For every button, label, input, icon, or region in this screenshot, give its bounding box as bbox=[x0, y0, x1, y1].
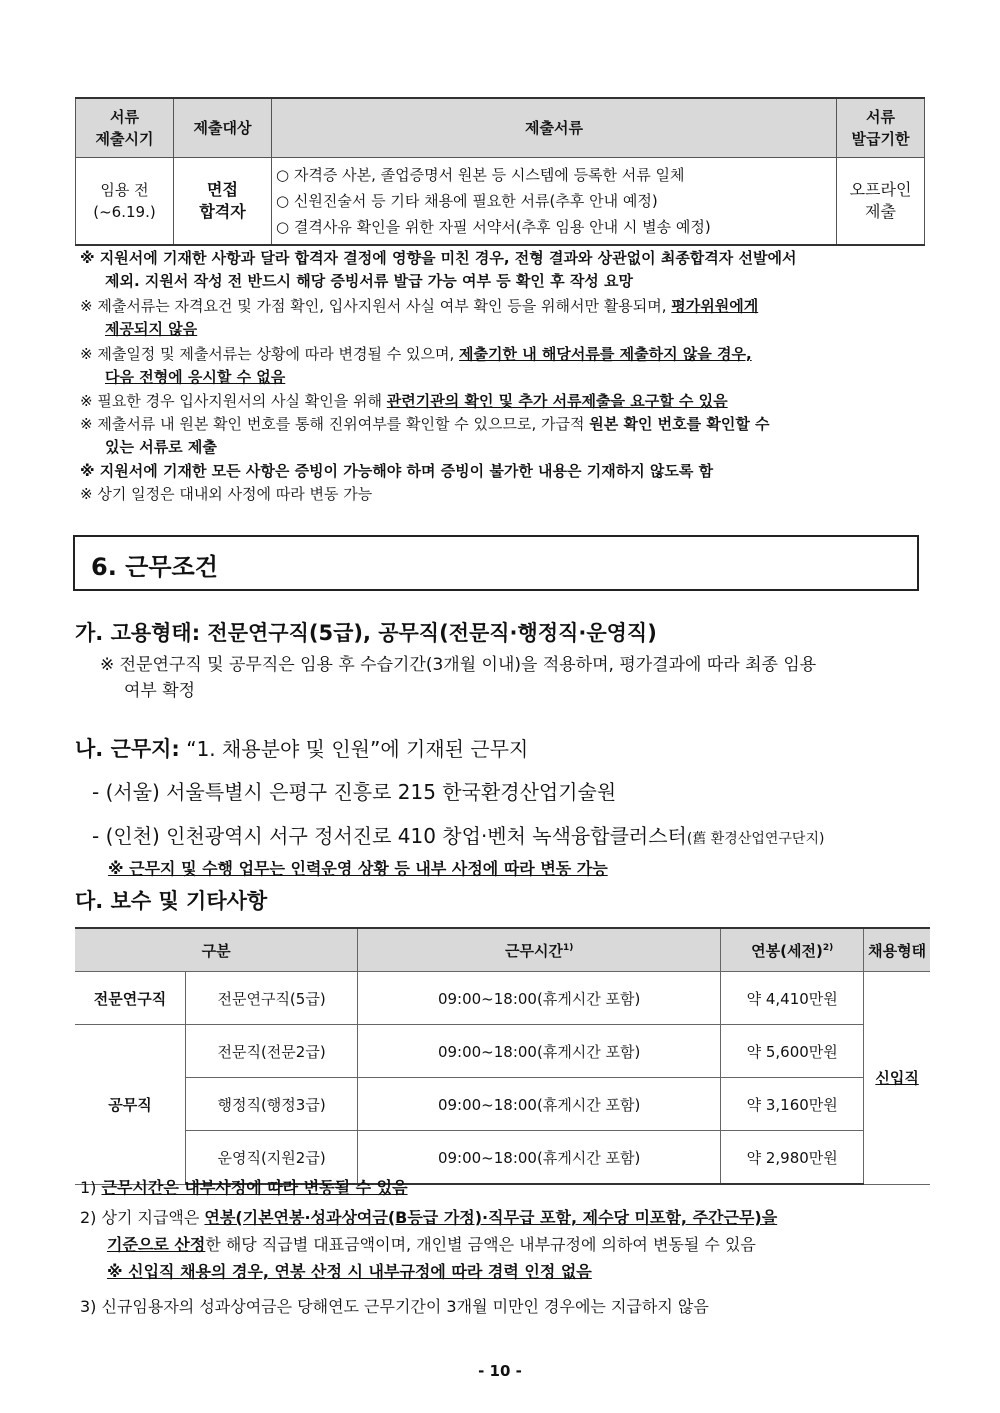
section-title: 6. 근무조건 bbox=[91, 553, 218, 581]
cell-hours: 09:00~18:00(휴게시간 포함) bbox=[358, 972, 721, 1025]
cell-target: 면접 합격자 bbox=[174, 158, 272, 246]
cell-salary: 약 5,600만원 bbox=[721, 1025, 864, 1078]
header-timing: 서류 제출시기 bbox=[76, 98, 174, 158]
footnote-2-note: ※ 신입직 채용의 경우, 연봉 산정 시 내부규정에 따라 경력 인정 없음 bbox=[107, 1262, 592, 1281]
cell-hours: 09:00~18:00(휴게시간 포함) bbox=[358, 1025, 721, 1078]
header-hours-text: 근무시간 bbox=[504, 941, 563, 960]
na-note: ※ 근무지 및 수행 업무는 인력운영 상황 등 내부 사정에 따라 변동 가능 bbox=[108, 859, 608, 878]
header-hours-sup: 1) bbox=[562, 942, 574, 953]
ga-title: 가. 고용형태: 전문연구직(5급), 공무직(전문직·행정직·운영직) bbox=[75, 621, 657, 645]
header-salary-sup: 2) bbox=[822, 942, 834, 953]
cell-employ-type: 신입직 bbox=[864, 972, 930, 1185]
note-3-emph: 제출기한 내 해당서류를 제출하지 않을 경우, bbox=[459, 345, 752, 363]
table-row bbox=[75, 1078, 930, 1131]
note-5-line-b: 있는 서류로 제출 bbox=[105, 438, 217, 456]
note-1-line-a: ※ 지원서에 기재한 사항과 달라 합격자 결정에 영향을 미친 경우, 전형 결과와 상관없이 최종합격자 선발에서 bbox=[80, 249, 797, 267]
footnote-2-text-b: 한 해당 직급별 대표금액이며, 개인별 금액은 내부규정에 의하여 변동될 수 있음 bbox=[205, 1235, 756, 1254]
ga-note-line-b: 여부 확정 bbox=[124, 681, 196, 701]
header-category: 구분 bbox=[75, 928, 358, 972]
cell-hours: 09:00~18:00(휴게시간 포함) bbox=[358, 1131, 721, 1185]
footnote-2-emph: 연봉(기본연봉·성과상여금(B등급 가정)·직무급 포함, 제수당 미포함, 주간근무)을 bbox=[204, 1208, 778, 1227]
na-seoul: - (서울) 서울특별시 은평구 진흥로 215 한국환경산업기술원 bbox=[92, 780, 617, 804]
cell-position: 행정직(행정3급) bbox=[186, 1078, 358, 1131]
note-1-line-b: 제외. 지원서 작성 전 반드시 해당 증빙서류 발급 가능 여부 등 확인 후 작성 요망 bbox=[105, 272, 634, 290]
na-title-bold: 나. 근무지: bbox=[75, 737, 180, 761]
note-4-emph: 관련기관의 확인 및 추가 서류제출을 요구할 수 있음 bbox=[386, 392, 728, 410]
header-docs: 제출서류 bbox=[272, 98, 837, 158]
cell-hours: 09:00~18:00(휴게시간 포함) bbox=[358, 1078, 721, 1131]
note-1 bbox=[80, 247, 930, 293]
cell-position: 전문직(전문2급) bbox=[186, 1025, 358, 1078]
note-5-emph: 원본 확인 번호를 확인할 수 bbox=[589, 415, 770, 433]
group-public: 공무직 bbox=[75, 1025, 186, 1185]
na-title bbox=[75, 733, 528, 763]
footnote-3: 3) 신규임용자의 성과상여금은 당해연도 근무기간이 3개월 미만인 경우에는 지급하지 않음 bbox=[80, 1297, 709, 1316]
footnote-1 bbox=[80, 1174, 930, 1201]
note-5-text: ※ 제출서류 내 원본 확인 번호를 통해 진위여부를 확인할 수 있으므로, 가급적 bbox=[80, 415, 590, 433]
submission-table bbox=[75, 97, 925, 246]
footnote-2-emph-b: 기준으로 산정 bbox=[107, 1235, 206, 1254]
note-2-emph-b: 제공되지 않음 bbox=[105, 320, 198, 338]
table-row bbox=[75, 1025, 930, 1078]
ga-note-line-a: ※ 전문연구직 및 공무직은 임용 후 수습기간(3개월 이내)을 적용하며, 평가결과에 따라 최종 임용 bbox=[100, 655, 817, 675]
note-2-text: ※ 제출서류는 자격요건 및 가점 확인, 입사지원서 사실 여부 확인 등을 위해서만 활용되며, bbox=[80, 297, 672, 315]
header-type: 채용형태 bbox=[864, 928, 930, 972]
table-row bbox=[75, 972, 930, 1025]
footnote-1-text: 근무시간은 내부사정에 따라 변동될 수 있음 bbox=[101, 1178, 408, 1197]
header-target: 제출대상 bbox=[174, 98, 272, 158]
na-incheon-text: - (인천) 인천광역시 서구 정서진로 410 창업·벤처 녹색융합클러스터 bbox=[92, 824, 687, 848]
note-2-emph: 평가위원에게 bbox=[671, 297, 759, 315]
note-6: ※ 지원서에 기재한 모든 사항은 증빙이 가능해야 하며 증빙이 불가한 내용은 기재하지 않도록 함 bbox=[80, 462, 714, 480]
note-7: ※ 상기 일정은 대내외 사정에 따라 변동 가능 bbox=[80, 485, 373, 503]
note-3-text: ※ 제출일정 및 제출서류는 상황에 따라 변경될 수 있으며, bbox=[80, 345, 460, 363]
ga-note bbox=[100, 652, 935, 704]
footnote-2 bbox=[80, 1204, 930, 1285]
cell-docs bbox=[272, 158, 837, 246]
group-research: 전문연구직 bbox=[75, 972, 186, 1025]
na-title-rest: “1. 채용분야 및 인원”에 기재된 근무지 bbox=[179, 737, 529, 761]
doc-item: ○ 신원진술서 등 기타 채용에 필요한 서류(추후 안내 예정) bbox=[276, 192, 658, 210]
doc-item: ○ 결격사유 확인을 위한 자필 서약서(추후 임용 안내 시 별송 예정) bbox=[276, 218, 711, 236]
cell-timing: 임용 전 (~6.19.) bbox=[76, 158, 174, 246]
salary-table bbox=[75, 927, 930, 1185]
section-title-box bbox=[73, 535, 919, 591]
note-5 bbox=[80, 413, 930, 459]
note-3-emph-b: 다음 전형에 응시할 수 없음 bbox=[105, 368, 286, 386]
cell-deadline: 오프라인 제출 bbox=[837, 158, 925, 246]
page-number: - 10 - bbox=[478, 1362, 522, 1380]
cell-salary: 약 2,980만원 bbox=[721, 1131, 864, 1185]
doc-item: ○ 자격증 사본, 졸업증명서 원본 등 시스템에 등록한 서류 일체 bbox=[276, 166, 685, 184]
footnote-1-num: 1) bbox=[80, 1178, 102, 1197]
cell-position: 전문연구직(5급) bbox=[186, 972, 358, 1025]
header-hours bbox=[358, 928, 721, 972]
note-4-text: ※ 필요한 경우 입사지원서의 사실 확인을 위해 bbox=[80, 392, 387, 410]
da-title: 다. 보수 및 기타사항 bbox=[75, 889, 268, 913]
na-incheon bbox=[92, 820, 824, 849]
note-4 bbox=[80, 390, 930, 413]
header-salary bbox=[721, 928, 864, 972]
header-deadline: 서류 발급기한 bbox=[837, 98, 925, 158]
cell-position: 운영직(지원2급) bbox=[186, 1131, 358, 1185]
footnote-2-text: 2) 상기 지급액은 bbox=[80, 1208, 205, 1227]
note-2 bbox=[80, 295, 930, 341]
na-incheon-small: (舊 환경산업연구단지) bbox=[686, 831, 825, 847]
header-salary-text: 연봉(세전) bbox=[751, 941, 823, 960]
cell-salary: 약 4,410만원 bbox=[721, 972, 864, 1025]
note-3 bbox=[80, 343, 930, 389]
cell-salary: 약 3,160만원 bbox=[721, 1078, 864, 1131]
